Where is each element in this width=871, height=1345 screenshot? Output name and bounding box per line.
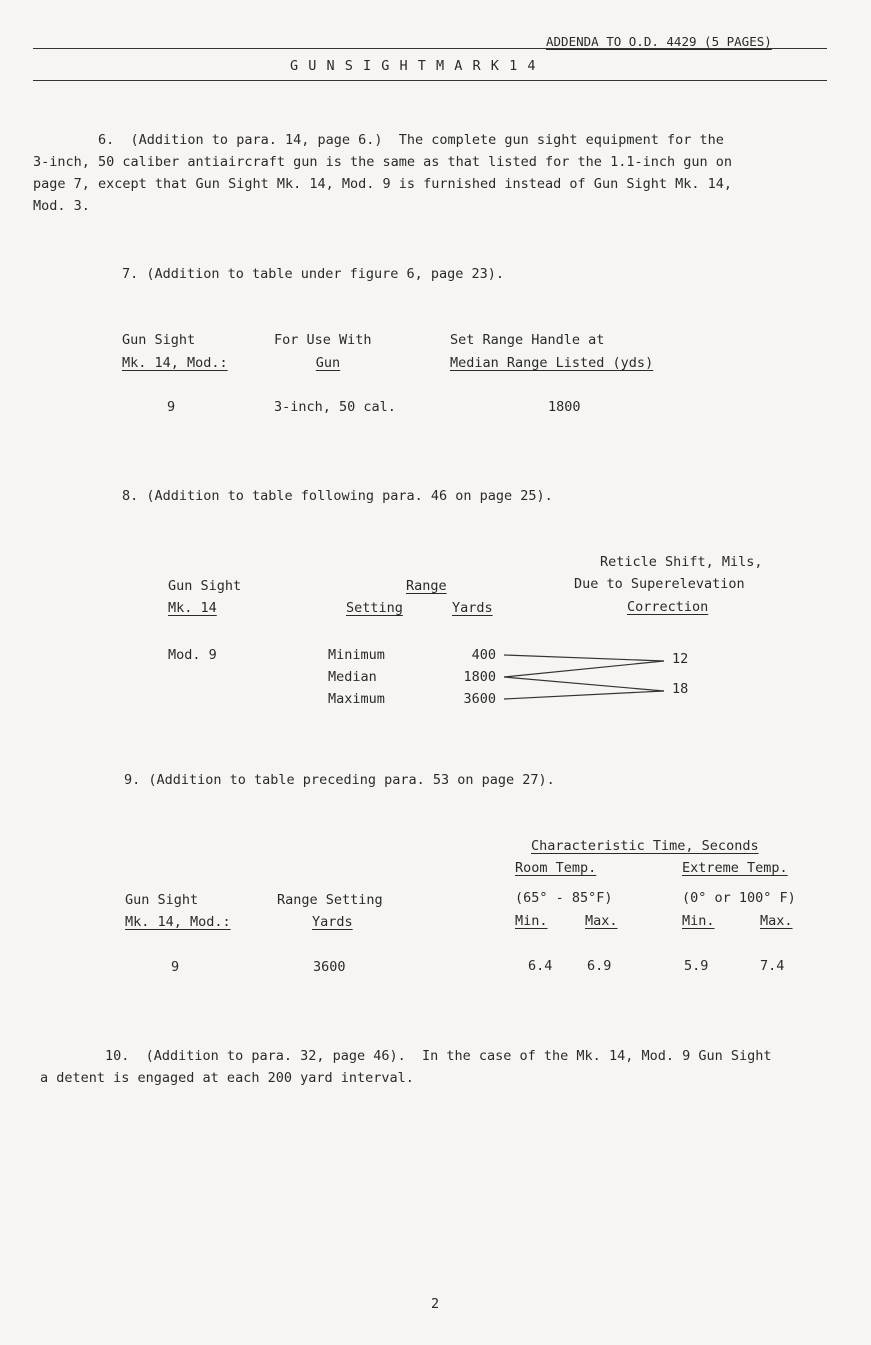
table-8-reticle-header: Reticle Shift, Mils, — [600, 554, 763, 570]
table-8-col1-subheader: Mk. 14 — [168, 600, 217, 616]
table-7-col3-header: Set Range Handle at — [450, 332, 605, 348]
table-9-cell-ext-max: 7.4 — [760, 958, 785, 974]
table-9-extreme-range: (0° or 100° F) — [682, 890, 796, 906]
table-9-col1-subheader: Mk. 14, Mod.: — [125, 914, 231, 930]
paragraph-6-line: 3-inch, 50 caliber antiaircraft gun is the same as that listed for the 1.1-inch gun on — [33, 154, 732, 170]
table-9-ext-max-header: Max. — [760, 913, 793, 929]
table-8-cell-mod: Mod. 9 — [168, 647, 217, 663]
table-8-cell-shift: 18 — [672, 681, 689, 697]
table-9-col2-subheader: Yards — [312, 914, 353, 930]
table-8-cell-setting: Maximum — [328, 691, 385, 707]
table-9-ext-min-header: Min. — [682, 913, 715, 929]
table-7-cell-gun: 3-inch, 50 cal. — [274, 399, 396, 415]
table-8-cell-setting: Minimum — [328, 647, 385, 663]
table-8-cell-yards: 1800 — [463, 669, 496, 685]
table-9-char-time-header: Characteristic Time, Seconds — [531, 838, 759, 854]
paragraph-6-line: page 7, except that Gun Sight Mk. 14, Mod. 9 is furnished instead of Gun Sight Mk. 14, — [33, 176, 732, 192]
table-9-room-max-header: Max. — [585, 913, 618, 929]
table-8-cell-shift: 12 — [672, 651, 689, 667]
paragraph-10-line: a detent is engaged at each 200 yard interval. — [40, 1070, 414, 1086]
paragraph-6-line: Mod. 3. — [33, 198, 90, 214]
table-8-col1-header: Gun Sight — [168, 578, 242, 594]
paragraph-7: 7. (Addition to table under figure 6, page 23). — [122, 266, 505, 282]
table-7-col3-subheader: Median Range Listed (yds) — [450, 355, 654, 371]
paragraph-8: 8. (Addition to table following para. 46 on page 25). — [122, 488, 553, 504]
table-9-cell-room-min: 6.4 — [528, 958, 553, 974]
table-8-cell-yards: 3600 — [463, 691, 496, 707]
table-9-room-range: (65° - 85°F) — [515, 890, 613, 906]
table-8-cell-setting: Median — [328, 669, 377, 685]
addenda-label: ADDENDA TO O.D. 4429 (5 PAGES) — [546, 34, 772, 49]
page-title: G U N S I G H T M A R K 1 4 — [290, 58, 537, 74]
header-rule-top — [33, 48, 827, 49]
table-9-cell-range: 3600 — [313, 959, 346, 975]
table-7-col2-subheader: Gun — [315, 355, 341, 371]
table-8-connector-lines — [500, 645, 670, 710]
table-9-room-temp-header: Room Temp. — [515, 860, 597, 876]
table-8-setting-header: Setting — [346, 600, 403, 616]
table-9-extreme-temp-header: Extreme Temp. — [682, 860, 788, 876]
table-8-reticle-header: Correction — [627, 599, 709, 615]
table-7-cell-range: 1800 — [548, 399, 581, 415]
table-9-cell-room-max: 6.9 — [587, 958, 612, 974]
paragraph-10-line: 10. (Addition to para. 32, page 46). In the case of the Mk. 14, Mod. 9 Gun Sight — [40, 1048, 772, 1064]
table-9-cell-mod: 9 — [171, 959, 180, 975]
table-9-col2-header: Range Setting — [277, 892, 383, 908]
table-9-room-min-header: Min. — [515, 913, 548, 929]
table-7-col2-header: For Use With — [274, 332, 372, 348]
table-8-cell-yards: 400 — [471, 647, 496, 663]
table-8-yards-header: Yards — [452, 600, 493, 616]
header-rule-bottom — [33, 80, 827, 81]
table-8-range-header: Range — [406, 578, 447, 594]
page-number: 2 — [431, 1296, 440, 1312]
paragraph-6-line: 6. (Addition to para. 14, page 6.) The complete gun sight equipment for the — [33, 132, 724, 148]
table-7-col1-subheader: Mk. 14, Mod.: — [122, 355, 228, 371]
table-7-col1-header: Gun Sight — [122, 332, 196, 348]
paragraph-9: 9. (Addition to table preceding para. 53 on page 27). — [124, 772, 555, 788]
table-9-cell-ext-min: 5.9 — [684, 958, 709, 974]
table-8-reticle-header: Due to Superelevation — [574, 576, 745, 592]
table-7-cell-mod: 9 — [167, 399, 176, 415]
table-9-col1-header: Gun Sight — [125, 892, 199, 908]
